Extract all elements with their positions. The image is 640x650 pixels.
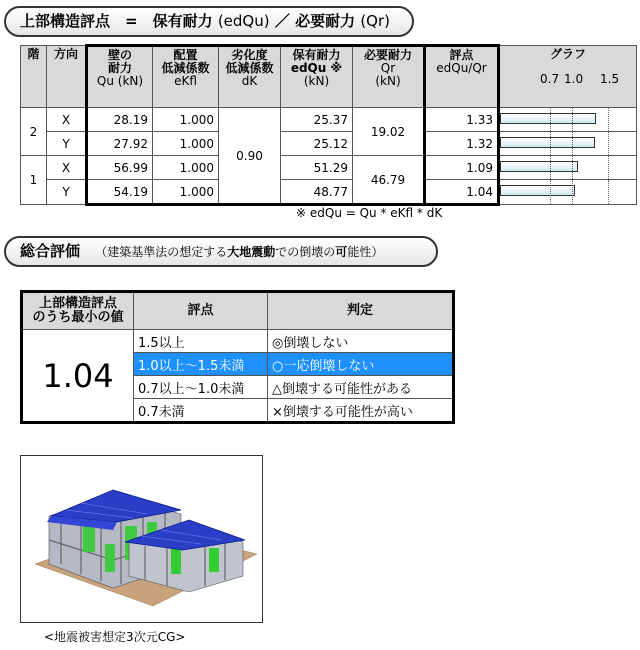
graph-gridline bbox=[550, 180, 551, 204]
score-bar bbox=[500, 161, 578, 172]
score-bar bbox=[500, 185, 575, 196]
overall-table bbox=[20, 290, 455, 424]
table-row bbox=[21, 108, 637, 132]
formula-note: ※ edQu = Qu * eKfl * dK bbox=[296, 206, 443, 220]
qu-cell: 54.19 bbox=[87, 180, 153, 205]
section1-title-p2: 必要耐力 bbox=[295, 12, 356, 30]
range-cell: 0.7以上～1.0未満 bbox=[134, 376, 268, 399]
header-judgment: 判定 bbox=[268, 292, 454, 330]
table-row bbox=[22, 330, 454, 353]
judgment-cell: ◎倒壊しない bbox=[268, 330, 454, 353]
header-unit: Qu (kN) bbox=[96, 74, 144, 88]
ekfl-cell: 1.000 bbox=[153, 180, 219, 205]
qr-cell: 46.79 bbox=[353, 156, 425, 205]
qu-cell: 27.92 bbox=[87, 132, 153, 156]
subtitle-part: 能性） bbox=[347, 245, 384, 259]
graph-gridline bbox=[608, 132, 609, 155]
section2-subtitle bbox=[95, 245, 383, 259]
range-cell: 0.7未満 bbox=[134, 399, 268, 423]
graph-tick: 1.0 bbox=[564, 72, 584, 86]
cg-caption: <地震被害想定3次元CG> bbox=[44, 630, 186, 644]
edqu-cell: 25.37 bbox=[281, 108, 353, 132]
graph-gridline bbox=[550, 156, 551, 179]
qu-cell: 56.99 bbox=[87, 156, 153, 180]
score-table bbox=[20, 44, 637, 206]
subtitle-part: での倒壊の bbox=[275, 245, 336, 259]
qr-cell: 19.02 bbox=[353, 108, 425, 156]
section1-title-p3: (Qr) bbox=[360, 12, 391, 30]
header-text: 評点 bbox=[449, 48, 474, 62]
qu-cell: 28.19 bbox=[87, 108, 153, 132]
judgment-cell: △倒壊する可能性がある bbox=[268, 376, 454, 399]
ekfl-cell: 1.000 bbox=[153, 156, 219, 180]
score-cell: 1.09 bbox=[425, 156, 499, 180]
floor-cell: 1 bbox=[21, 156, 47, 205]
section1-title-text: 上部構造評点 = 保有耐力 bbox=[20, 12, 213, 30]
header-unit: eKfl bbox=[174, 74, 197, 88]
dir-cell: X bbox=[47, 108, 87, 132]
header-owned bbox=[281, 46, 353, 108]
section2-title bbox=[4, 236, 438, 267]
subtitle-part: （建築基準法の想定する bbox=[95, 245, 228, 259]
header-text: のうち最小の値 bbox=[32, 310, 124, 325]
header-text: 必要耐力 bbox=[363, 48, 412, 62]
header-unit: edQu/Qr bbox=[436, 61, 487, 75]
section2-title-text: 総合評価 bbox=[20, 242, 81, 260]
graph-gridline bbox=[572, 180, 573, 204]
header-text: 保有耐力 bbox=[292, 48, 341, 62]
house-3d-illustration bbox=[21, 456, 262, 622]
header-text: edQu ※ bbox=[290, 61, 343, 75]
header-direction: 方向 bbox=[47, 46, 87, 108]
table-row bbox=[21, 156, 637, 180]
edqu-cell: 51.29 bbox=[281, 156, 353, 180]
header-score bbox=[425, 46, 499, 108]
range-cell: 1.5以上 bbox=[134, 330, 268, 353]
table-row bbox=[21, 180, 637, 205]
graph-cell bbox=[499, 156, 637, 180]
header-unit: Qr bbox=[380, 61, 396, 75]
graph-gridline bbox=[608, 180, 609, 204]
header-text: 壁の bbox=[107, 48, 132, 62]
graph-gridline bbox=[608, 156, 609, 179]
graph-gridline bbox=[608, 108, 609, 131]
header-score2: 評点 bbox=[134, 292, 268, 330]
edqu-cell: 48.77 bbox=[281, 180, 353, 205]
graph-cell bbox=[499, 180, 637, 205]
graph-tick: 1.5 bbox=[600, 72, 620, 86]
header-unit: (kN) bbox=[375, 74, 401, 88]
graph-tick: 0.7 bbox=[540, 72, 560, 86]
judgment-cell: ○一応倒壊しない bbox=[268, 353, 454, 376]
header-floor: 階 bbox=[21, 46, 47, 108]
score-cell: 1.33 bbox=[425, 108, 499, 132]
score-cell: 1.04 bbox=[425, 180, 499, 205]
graph-cell bbox=[499, 132, 637, 156]
header-text: 上部構造評点 bbox=[38, 296, 117, 311]
header-unit: dK bbox=[241, 74, 258, 88]
section1-title bbox=[4, 6, 414, 37]
graph-gridline bbox=[572, 108, 573, 131]
subtitle-part: 大地震動 bbox=[227, 245, 276, 259]
header-placement bbox=[153, 46, 219, 108]
score-cell: 1.32 bbox=[425, 132, 499, 156]
score-bar bbox=[500, 113, 596, 124]
header-deterioration bbox=[219, 46, 281, 108]
ekfl-cell: 1.000 bbox=[153, 108, 219, 132]
graph-gridline bbox=[572, 156, 573, 179]
edqu-cell: 25.12 bbox=[281, 132, 353, 156]
header-graph bbox=[499, 46, 637, 108]
ekfl-cell: 1.000 bbox=[153, 132, 219, 156]
header-min bbox=[22, 292, 134, 330]
header-unit: (kN) bbox=[303, 74, 330, 88]
section1-title-sep: ／ bbox=[274, 12, 290, 30]
graph-gridline bbox=[572, 132, 573, 155]
dir-cell: Y bbox=[47, 132, 87, 156]
judgment-cell: ×倒壊する可能性が高い bbox=[268, 399, 454, 423]
section1-title-p1: (edQu) bbox=[217, 12, 270, 30]
header-text: グラフ bbox=[549, 47, 586, 61]
cg-image bbox=[20, 455, 263, 623]
range-cell: 1.0以上～1.5未満 bbox=[134, 353, 268, 376]
subtitle-part: 可 bbox=[335, 245, 348, 259]
header-text: 配置 bbox=[173, 48, 198, 62]
dir-cell: Y bbox=[47, 180, 87, 205]
header-required bbox=[353, 46, 425, 108]
header-text: 低減係数 bbox=[161, 61, 210, 75]
graph-gridline bbox=[550, 108, 551, 131]
graph-gridline bbox=[550, 132, 551, 155]
header-wall-strength bbox=[87, 46, 153, 108]
min-value: 1.04 bbox=[22, 330, 134, 423]
dk-cell: 0.90 bbox=[219, 108, 281, 205]
header-text: 低減係数 bbox=[225, 61, 274, 75]
score-bar bbox=[500, 137, 595, 148]
graph-cell bbox=[499, 108, 637, 132]
graph-ticks bbox=[500, 73, 636, 87]
header-text: 耐力 bbox=[107, 61, 132, 75]
header-text: 劣化度 bbox=[231, 48, 268, 62]
table-row bbox=[21, 132, 637, 156]
floor-cell: 2 bbox=[21, 108, 47, 156]
dir-cell: X bbox=[47, 156, 87, 180]
